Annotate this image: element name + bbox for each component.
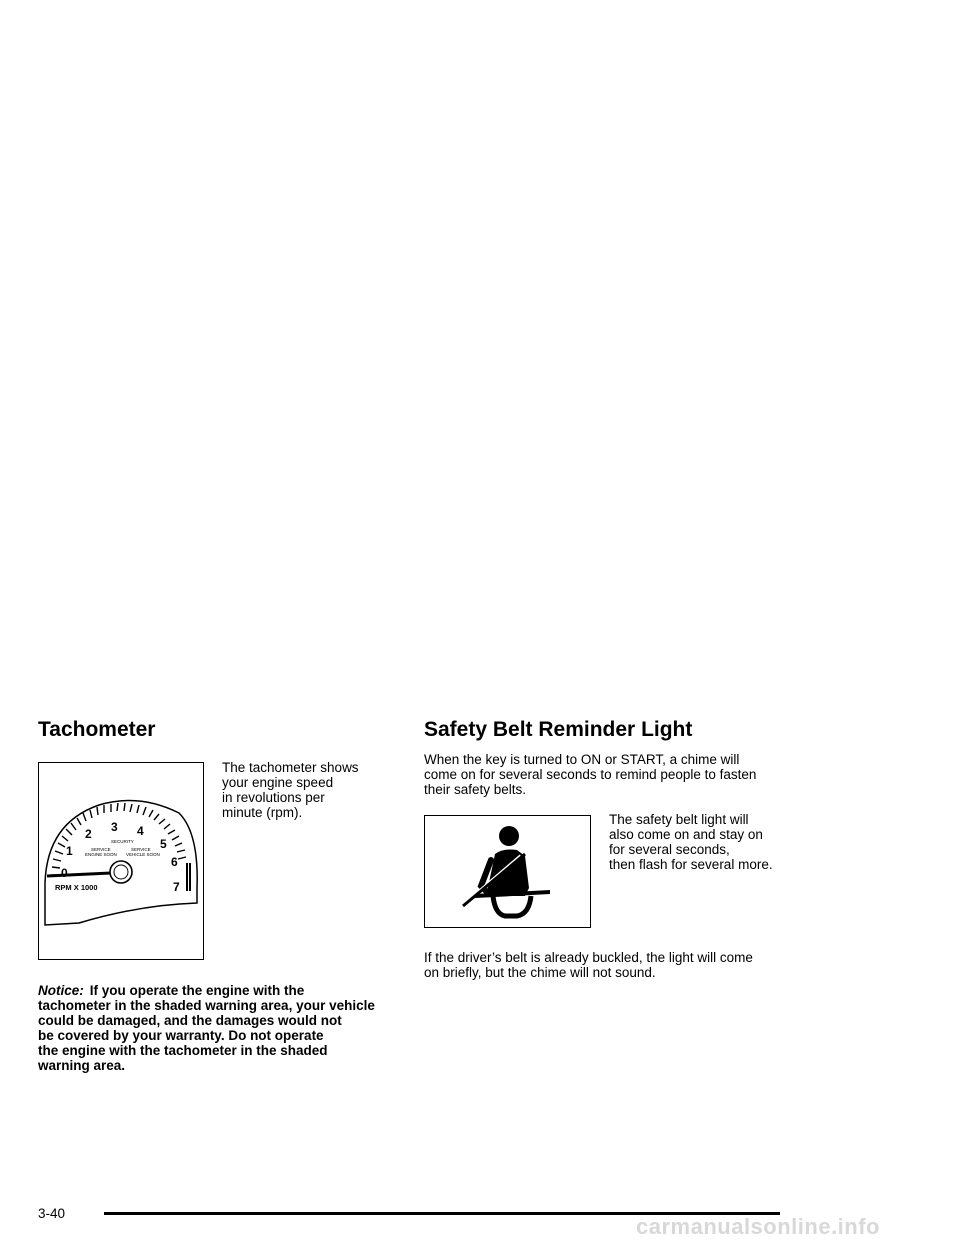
tachometer-intro-line: The tachometer shows (222, 760, 359, 775)
seatbelt-buckled-line: on briefly, but the chime will not sound. (424, 965, 656, 980)
notice-label: Notice: (38, 983, 84, 998)
tachometer-intro-line: your engine speed (222, 775, 334, 790)
seatbelt-heading: Safety Belt Reminder Light (424, 718, 693, 741)
notice-paragraph (38, 983, 408, 1073)
seatbelt-icon (425, 816, 589, 926)
tachometer-illustration (38, 762, 204, 960)
gauge-number-3: 3 (111, 820, 118, 834)
gauge-number-6: 6 (171, 855, 178, 869)
seatbelt-light-text (609, 812, 809, 872)
watermark: carmanualsonline.info (636, 1214, 880, 1239)
seatbelt-light-line: also come on and stay on (609, 827, 763, 842)
gauge-label-service-vehicle-1: SERVICE (131, 847, 151, 852)
gauge-number-5: 5 (160, 837, 167, 851)
gauge-label-service-engine-2: ENGINE SOON (85, 852, 117, 857)
seatbelt-light-illustration (424, 815, 591, 928)
gauge-label-service-engine-1: SERVICE (91, 847, 111, 852)
seatbelt-intro-line: come on for several seconds to remind people to fasten (424, 767, 757, 782)
gauge-label-service-vehicle-2: VEHICLE SOON (126, 852, 160, 857)
seatbelt-light-line: for several seconds, (609, 842, 730, 857)
tachometer-heading: Tachometer (38, 718, 156, 741)
seatbelt-light-line: The safety belt light will (609, 812, 749, 827)
gauge-number-7: 7 (173, 880, 180, 894)
notice-line: warning area. (38, 1058, 126, 1073)
tachometer-intro-line: in revolutions per (222, 790, 325, 805)
notice-line: be covered by your warranty. Do not operate (38, 1028, 324, 1043)
tachometer-intro-line: minute (rpm). (222, 805, 303, 820)
seatbelt-buckled-text (424, 950, 804, 980)
seatbelt-intro-line: their safety belts. (424, 782, 527, 797)
gauge-number-4: 4 (137, 824, 144, 838)
seatbelt-intro (424, 752, 804, 797)
gauge-label-rpm: RPM X 1000 (55, 883, 98, 892)
tachometer-gauge-drawing (39, 763, 202, 958)
page-number: 3-40 (38, 1206, 66, 1221)
notice-line: tachometer in the shaded warning area, your vehicle (38, 998, 375, 1013)
tachometer-intro (222, 760, 392, 820)
notice-line (38, 983, 408, 998)
gauge-number-2: 2 (85, 827, 92, 841)
notice-line: could be damaged, and the damages would not (38, 1013, 342, 1028)
seatbelt-buckled-line: If the driver’s belt is already buckled, the light will come (424, 950, 753, 965)
gauge-number-1: 1 (66, 844, 73, 858)
seatbelt-light-line: then flash for several more. (609, 857, 773, 872)
gauge-number-0: 0 (61, 866, 68, 880)
seatbelt-intro-line: When the key is turned to ON or START, a chime will (424, 752, 740, 767)
gauge-label-security: SECURITY (111, 839, 134, 844)
notice-text: If you operate the engine with the (89, 983, 305, 998)
notice-line: the engine with the tachometer in the shaded (38, 1043, 328, 1058)
